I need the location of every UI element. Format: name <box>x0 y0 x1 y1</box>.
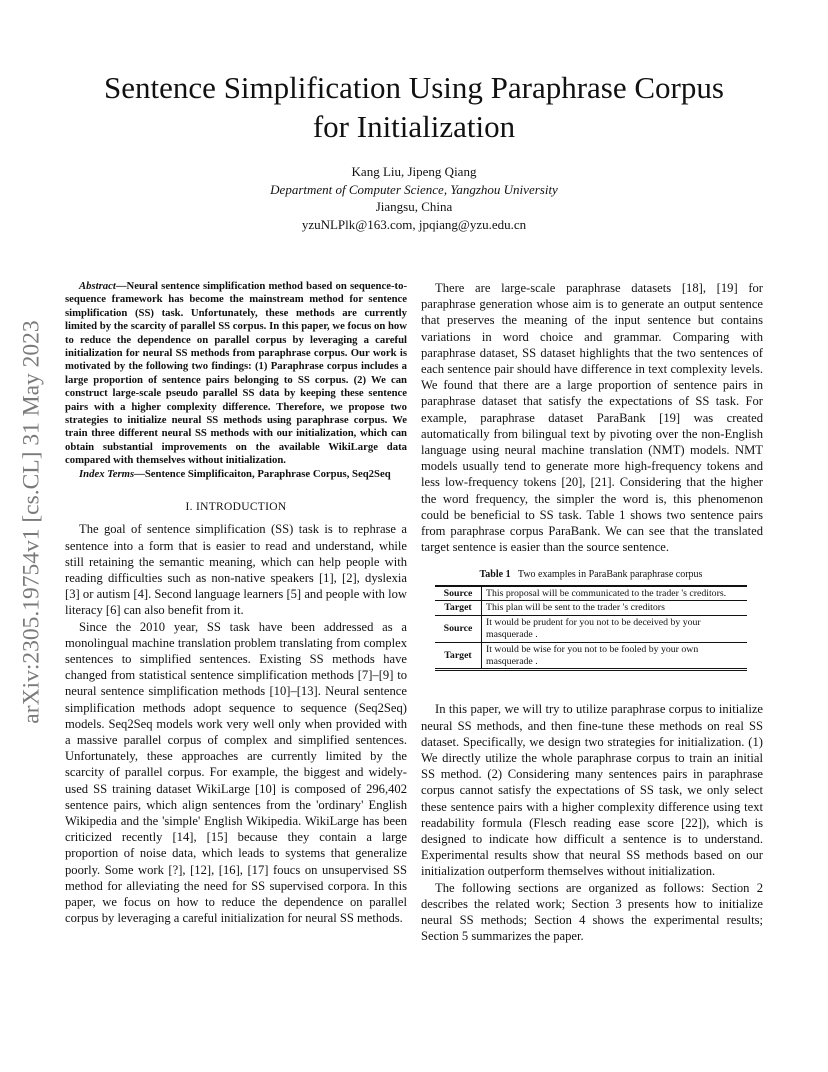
abstract <box>65 280 407 468</box>
author-block <box>0 163 828 233</box>
section-heading-introduction: I. INTRODUCTION <box>185 501 287 514</box>
right-column <box>421 280 763 944</box>
intro-paragraph-5: The following sections are organized as follows: Section 2 describes the related work; Section 3 presents how to initialize neural SS methods; Section 4 shows the experimental results; Section 5 summarizes the paper. <box>421 880 763 944</box>
table-row-text: It would be prudent for you not to be deceived by your masquerade . <box>482 616 748 643</box>
abstract-label: Abstract <box>79 280 116 292</box>
intro-paragraph-4: In this paper, we will try to utilize paraphrase corpus to initialize neural SS methods, and then fine-tune these methods on real SS dataset. Specifically, we design two strategies for initialization. (1) We directly utilize the whole paraphrase corpus to train an initial SS method. (2) Considering many sentences pairs in paraphrase corpus cannot satisfy the expectations of SS task, we only select these sentence pairs with a higher complexity difference using text readability formula (Flesch reading ease score [22]), which is designed to indicate how difficult a sentence is to understand. Experimental results show that neural SS methods based on our initialization outperform themselves without initialization. <box>421 702 763 879</box>
arxiv-stamp <box>12 283 52 761</box>
title-line-2: for Initialization <box>312 109 516 144</box>
table-row <box>435 616 747 643</box>
affiliation: Department of Computer Science, Yangzhou University <box>270 181 558 197</box>
table-row-text: This proposal will be communicated to the trader 's creditors. <box>482 586 748 601</box>
author-emails: yzuNLPlk@163.com, jpqiang@yzu.edu.cn <box>301 216 527 232</box>
title-line-1: Sentence Simplification Using Paraphrase Corpus <box>104 70 724 105</box>
abstract-text: —Neural sentence simplification method based on sequence-to-sequence framework has become the mainstream method for sentence simplification (SS) task. Unfortunately, these methods are currently limited by the scarcity of parallel SS corpus. In this paper, we focus on how to reduce the dependence on parallel corpus by leveraging a careful initialization for neural SS methods from paraphrase corpus. Our work is motivated by the following two findings: (1) Paraphrase corpus includes a large proportion of sentence pairs belonging to SS corpus. (2) We can construct large-scale pseudo parallel SS data by keeping these sentence pairs with a higher complexity difference. Therefore, we propose two strategies to initialize neural SS methods using paraphrase corpus. We train three different neural SS methods with our initialization, which can obtain substantial improvements on the available WikiLarge data compared with themselves without initialization. <box>65 280 407 467</box>
location: Jiangsu, China <box>375 199 453 214</box>
table-caption <box>435 567 747 583</box>
table-caption-text: Two examples in ParaBank paraphrase corpus <box>517 569 703 581</box>
paraphrase-table <box>435 585 747 672</box>
intro-paragraph-3: There are large-scale paraphrase datasets [18], [19] for paraphrase generation whose aim is to generate an output sentence that preserves the meaning of the input sentence but contains variations in word choice and grammar. Comparing with paraphrase dataset, SS dataset highlights that the two sentences of each sentence pair should have difference in text complexity levels. We found that there are a large proportion of sentence pairs in paraphrase dataset that satisfy the expectations of SS task. For example, paraphrase dataset ParaBank [19] was created automatically from bilingual text by pivoting over the non-English language using neural machine translation (NMT) models. NMT models usually tend to generate more high-frequency tokens and less low-frequency tokens [20], [21]. Considering that the higher the word frequency, the simpler the word is, this phenomenon could be beneficial to SS task. Table 1 shows two sentence pairs from paraphrase corpus ParaBank. We can see that the translated target sentence is easier than the source sentence. <box>421 281 763 555</box>
table-row <box>435 586 747 601</box>
paper-title <box>40 68 788 146</box>
index-terms-text: —Sentence Simplificaiton, Paraphrase Corpus, Seq2Seq <box>134 467 391 480</box>
table-row-label: Target <box>435 642 482 670</box>
table-row-text: It would be wise for you not to be fooled by your own masquerade . <box>482 642 748 670</box>
table-row-label: Target <box>435 601 482 616</box>
arxiv-stamp-text: arXiv:2305.19754v1 [cs.CL] 31 May 2023 <box>18 320 45 724</box>
index-terms <box>65 468 407 481</box>
index-terms-label: Index Terms <box>79 467 135 480</box>
author-names: Kang Liu, Jipeng Qiang <box>351 164 477 179</box>
table-row-label: Source <box>435 616 482 643</box>
table-caption-label: Table 1 <box>479 569 511 581</box>
intro-paragraph-2: Since the 2010 year, SS task have been addressed as a monolingual machine translation problem translating from complex sentences to simplified sentences. Existing SS methods have changed from statistical sentence simplification methods [7]–[9] to neural sentence simplification methods [10]–[13]. Neural sentence simplification methods adopt sequence to sequence (Seq2Seq) models. Seq2Seq models work very well only when provided with a massive parallel corpus of complex and simplified sentences. Unfortunately, these approaches are currently limited by the scarcity of parallel corpus. For example, the biggest and widely-used SS training dataset WikiLarge [10] is composed of 296,402 sentence pairs, which align sentences from the 'ordinary' English Wikipedia and the 'simple' English Wikipedia. WikiLarge has been criticized recently [14], [15] because they contain a large proportion of noise data, which leads to systems that generalize poorly. Some work [?], [12], [16], [17] foucs on unsupervised SS method for alleviating the need for SS supervised corpora. In this paper, we focus on how to reduce the dependence on parallel corpus by leveraging a careful initialization for neural SS methods. <box>65 619 407 926</box>
table-row-label: Source <box>435 586 482 601</box>
left-column <box>65 280 407 926</box>
table-row <box>435 601 747 616</box>
table-row-text: This plan will be sent to the trader 's creditors <box>482 601 748 616</box>
table-row <box>435 642 747 670</box>
intro-paragraph-1: The goal of sentence simplification (SS) task is to rephrase a sentence into a form that is easier to read and understand, while still retaining the semantic meaning, which can help people with reading difficulties such as non-native speakers [1], [2], dyslexia [3] or autism [4]. Second language learners [5] and people with low literacy [6] can also benefit from it. <box>65 522 407 618</box>
